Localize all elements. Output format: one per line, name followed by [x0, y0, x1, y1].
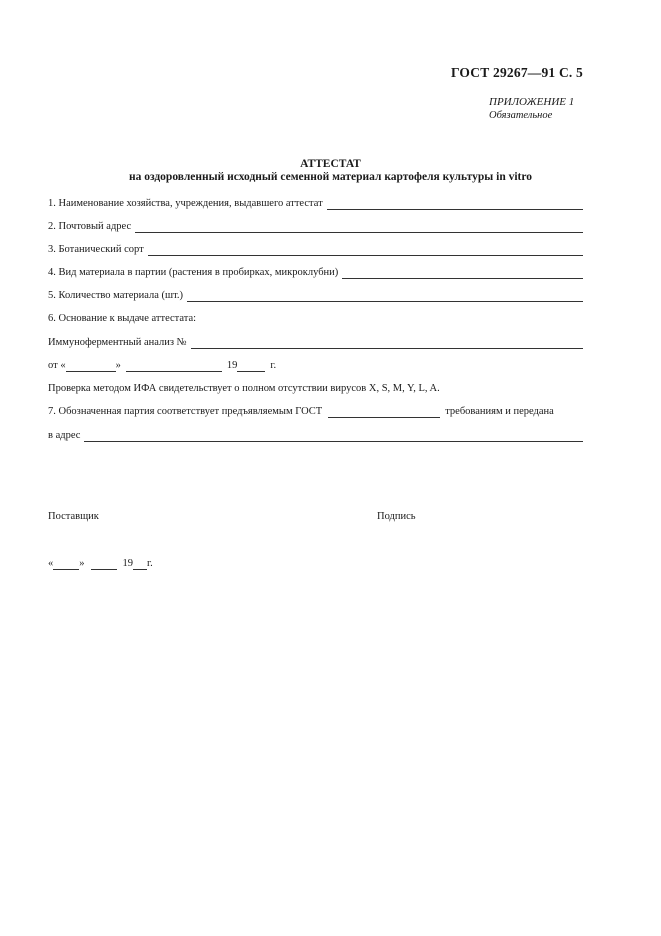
field-material-type-label: 4. Вид материала в партии (растения в пробирках, микроклубни): [48, 267, 339, 278]
date-from-label: от «: [48, 360, 66, 371]
date-year-suffix: г.: [270, 360, 277, 371]
sig-date-close: »: [79, 558, 85, 569]
field-conformity: [48, 404, 583, 418]
field-quantity: [48, 288, 583, 302]
field-immunoassay-label: Иммуноферментный анализ №: [48, 337, 187, 348]
date-year-line[interactable]: [237, 362, 265, 372]
date-year-prefix: 19: [226, 360, 238, 371]
date-month-line[interactable]: [126, 362, 222, 372]
field-postal-address: [48, 219, 583, 233]
field-postal-address-line[interactable]: [135, 223, 583, 233]
field-issuer: [48, 196, 583, 210]
field-postal-address-label: 2. Почтовый адрес: [48, 221, 132, 232]
field-material-type: [48, 265, 583, 279]
title-subtitle: на оздоровленный исходный семенной материал картофеля культуры in vitro: [128, 171, 533, 183]
sig-date-day-line[interactable]: [53, 560, 79, 570]
sig-date-month-line[interactable]: [91, 560, 117, 570]
supplier-label: Поставщик: [48, 511, 99, 522]
field-quantity-line[interactable]: [187, 292, 583, 302]
sig-date-g: г.: [147, 558, 153, 569]
field-immunoassay: [48, 335, 583, 349]
field-issuer-label: 1. Наименование хозяйства, учреждения, выдавшего аттестат: [48, 198, 323, 209]
title-main: АТТЕСТАТ: [300, 158, 361, 170]
date-close-quote: »: [115, 360, 121, 371]
document-id: ГОСТ 29267—91 С. 5: [450, 65, 583, 80]
ifa-check-statement: Проверка методом ИФА свидетельствует о полном отсутствии вирусов X, S, M, Y, L, A.: [48, 383, 440, 394]
field-conformity-label: 7. Обозначенная партия соответствует предъявляемым ГОСТ: [48, 406, 323, 417]
field-destination-address-label: в адрес: [48, 430, 81, 441]
signature-date: [48, 556, 168, 570]
field-basis-label: 6. Основание к выдаче аттестата:: [48, 313, 197, 324]
sig-date-year-line[interactable]: [133, 560, 147, 570]
certificate-title: [0, 158, 661, 184]
field-gost-line[interactable]: [328, 408, 440, 418]
field-botanical-variety-label: 3. Ботанический сорт: [48, 244, 144, 255]
appendix-label: ПРИЛОЖЕНИЕ 1: [489, 96, 575, 108]
sig-date-year: 19: [122, 558, 133, 569]
field-destination-address-line[interactable]: [84, 432, 583, 442]
sig-date-open: «: [48, 558, 54, 569]
field-botanical-variety: [48, 242, 583, 256]
appendix-block: [489, 96, 574, 122]
date-day-line[interactable]: [66, 362, 116, 372]
field-immunoassay-line[interactable]: [191, 339, 583, 349]
field-destination-address: [48, 428, 583, 442]
field-date: [48, 358, 288, 372]
field-issuer-line[interactable]: [327, 200, 583, 210]
signature-label: Подпись: [377, 511, 416, 522]
field-material-type-line[interactable]: [342, 269, 583, 279]
field-quantity-label: 5. Количество материала (шт.): [48, 290, 184, 301]
field-botanical-variety-line[interactable]: [148, 246, 583, 256]
appendix-status: Обязательное: [489, 110, 553, 121]
field-conformity-tail: требованиям и передана: [445, 406, 554, 417]
